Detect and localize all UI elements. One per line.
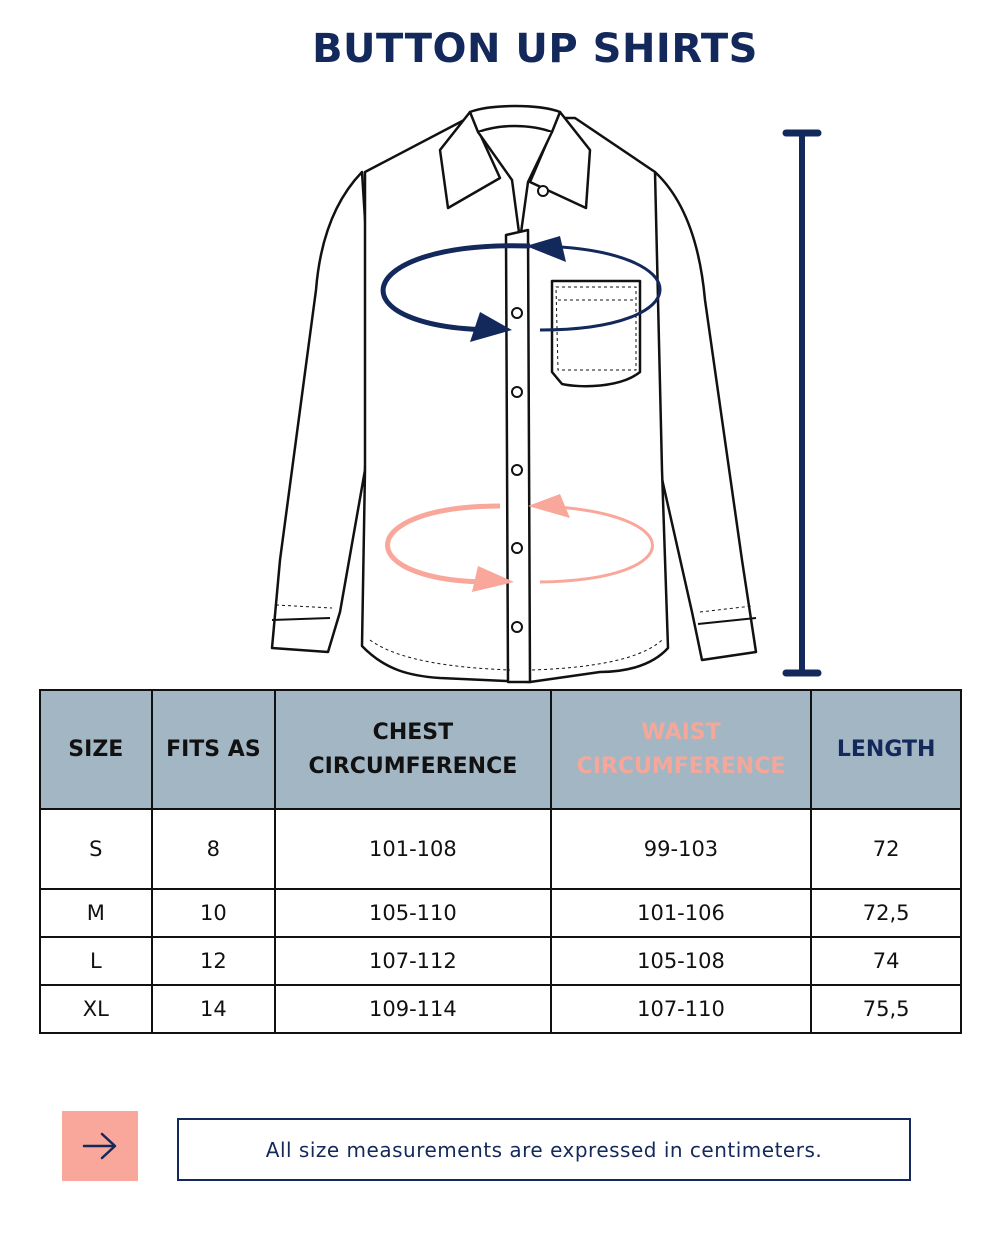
cell-fits-as: 14 <box>152 985 276 1033</box>
chest-pocket <box>552 281 640 386</box>
left-sleeve <box>272 172 372 652</box>
length-bar-icon <box>786 133 818 673</box>
note-arrow-badge <box>62 1111 138 1181</box>
table-row <box>40 809 961 889</box>
cell-fits-as: 12 <box>152 937 276 985</box>
cell-length: 75,5 <box>811 985 961 1033</box>
header-length: LENGTH <box>811 690 961 809</box>
page-title: BUTTON UP SHIRTS <box>312 26 758 72</box>
cell-waist: 99-103 <box>551 809 812 889</box>
header-chest-line2: CIRCUMFERENCE <box>308 753 518 779</box>
cell-size: XL <box>40 985 152 1033</box>
header-chest-line1: CHEST <box>372 719 454 745</box>
header-waist-line2: CIRCUMFERENCE <box>576 753 786 779</box>
cell-waist: 101-106 <box>551 889 812 937</box>
measurement-note: All size measurements are expressed in centimeters. <box>177 1118 911 1181</box>
table-row <box>40 985 961 1033</box>
size-chart-table <box>39 689 962 1034</box>
cell-chest: 109-114 <box>275 985 551 1033</box>
table-row <box>40 889 961 937</box>
cell-waist: 105-108 <box>551 937 812 985</box>
header-fits-as: FITS AS <box>152 690 276 809</box>
table-row <box>40 937 961 985</box>
cell-waist: 107-110 <box>551 985 812 1033</box>
cell-chest: 105-110 <box>275 889 551 937</box>
cell-length: 72,5 <box>811 889 961 937</box>
header-chest <box>275 690 551 809</box>
table-header-row <box>40 690 961 809</box>
cell-size: M <box>40 889 152 937</box>
cell-fits-as: 8 <box>152 809 276 889</box>
cell-size: S <box>40 809 152 889</box>
cell-length: 74 <box>811 937 961 985</box>
cell-fits-as: 10 <box>152 889 276 937</box>
cell-size: L <box>40 937 152 985</box>
header-waist <box>551 690 812 809</box>
header-waist-line1: WAIST <box>641 719 721 745</box>
header-size: SIZE <box>40 690 152 809</box>
cell-chest: 101-108 <box>275 809 551 889</box>
shirt-illustration <box>0 95 1000 695</box>
cell-length: 72 <box>811 809 961 889</box>
arrow-right-icon <box>80 1130 120 1162</box>
placket <box>506 230 530 682</box>
cell-chest: 107-112 <box>275 937 551 985</box>
